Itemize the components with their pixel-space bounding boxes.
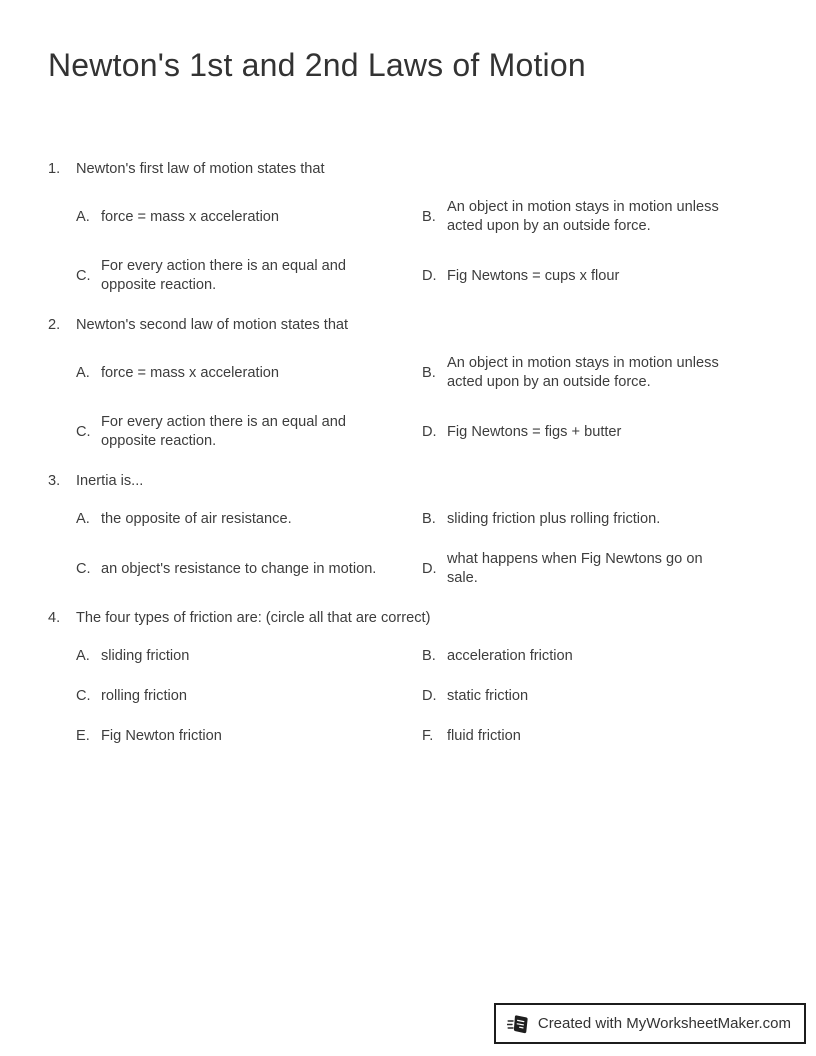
option-letter: D. [422, 688, 437, 704]
option-text: An object in motion stays in motion unless acted upon by an outside force. [447, 355, 719, 390]
question-text: Newton's first law of motion states that [76, 161, 325, 177]
question-text: Newton's second law of motion states that [76, 317, 349, 333]
option-text: For every action there is an equal and opposite reaction. [101, 258, 346, 293]
option-2c [76, 413, 422, 451]
options-row [76, 354, 768, 392]
option-text: an object's resistance to change in motion. [101, 560, 377, 577]
question-line [48, 472, 768, 491]
option-1c [76, 257, 422, 295]
option-letter: C. [76, 267, 91, 284]
option-text: rolling friction [101, 688, 187, 704]
question-number: 3. [48, 473, 61, 489]
option-3c [76, 560, 422, 579]
options-group [76, 354, 768, 451]
options-row [76, 550, 768, 588]
question-3 [48, 472, 768, 588]
option-letter: C. [76, 423, 91, 440]
option-2a [76, 364, 422, 383]
question-number: 1. [48, 161, 61, 177]
options-group [76, 198, 768, 295]
option-letter: B. [422, 648, 436, 664]
options-row [76, 198, 768, 236]
option-letter: B. [422, 511, 436, 527]
question-4 [48, 609, 768, 746]
option-text: the opposite of air resistance. [101, 511, 292, 527]
options-row [76, 413, 768, 451]
option-letter: C. [76, 688, 91, 704]
option-4f [422, 727, 768, 746]
question-text: The four types of friction are: (circle all that are correct) [76, 610, 431, 626]
option-4a [76, 647, 422, 666]
option-letter: C. [76, 560, 91, 577]
option-text: force = mass x acceleration [101, 364, 280, 381]
question-1 [48, 160, 768, 295]
option-text: Fig Newtons = figs + butter [447, 423, 622, 440]
option-text: Fig Newtons = cups x flour [447, 267, 620, 284]
option-text: force = mass x acceleration [101, 208, 280, 225]
option-text: what happens when Fig Newtons go on sale. [447, 551, 703, 586]
option-4e [76, 727, 422, 746]
option-letter: A. [76, 511, 90, 527]
option-1a [76, 208, 422, 227]
worksheetmaker-logo-icon [507, 1012, 530, 1036]
option-4d [422, 687, 768, 706]
option-3a [76, 510, 422, 529]
badge-text: Created with MyWorksheetMaker.com [537, 1014, 791, 1032]
question-line [48, 609, 768, 628]
option-letter: D. [422, 423, 437, 440]
options-group [76, 510, 768, 588]
options-row [76, 257, 768, 295]
option-text: sliding friction plus rolling friction. [447, 511, 661, 527]
option-3b [422, 510, 768, 529]
option-letter: A. [76, 208, 90, 225]
question-number: 2. [48, 317, 61, 333]
question-2 [48, 316, 768, 451]
worksheet-title: Newton's 1st and 2nd Laws of Motion [48, 47, 586, 83]
option-2b [422, 354, 768, 392]
option-letter: D. [422, 560, 437, 577]
option-text: For every action there is an equal and opposite reaction. [101, 414, 346, 449]
option-text: Fig Newton friction [101, 728, 222, 744]
options-row [76, 647, 768, 666]
option-text: sliding friction [101, 648, 190, 664]
options-row [76, 687, 768, 706]
question-number: 4. [48, 610, 61, 626]
option-letter: A. [76, 648, 90, 664]
option-4b [422, 647, 768, 666]
question-line [48, 160, 768, 179]
question-list [48, 160, 768, 746]
options-row [76, 510, 768, 529]
option-4c [76, 687, 422, 706]
option-letter: F. [422, 728, 434, 744]
option-letter: D. [422, 267, 437, 284]
option-letter: E. [76, 728, 90, 744]
options-group [76, 647, 768, 746]
option-letter: B. [422, 208, 436, 225]
option-2d [422, 423, 768, 442]
option-3d [422, 550, 768, 588]
options-row [76, 727, 768, 746]
option-text: static friction [447, 688, 529, 704]
option-text: fluid friction [447, 728, 521, 744]
worksheetmaker-badge[interactable] [494, 1003, 806, 1044]
option-text: An object in motion stays in motion unless acted upon by an outside force. [447, 199, 719, 234]
option-text: acceleration friction [447, 648, 573, 664]
question-text: Inertia is... [76, 473, 144, 489]
option-1b [422, 198, 768, 236]
question-line [48, 316, 768, 335]
option-1d [422, 267, 768, 286]
option-letter: B. [422, 364, 436, 381]
option-letter: A. [76, 364, 90, 381]
